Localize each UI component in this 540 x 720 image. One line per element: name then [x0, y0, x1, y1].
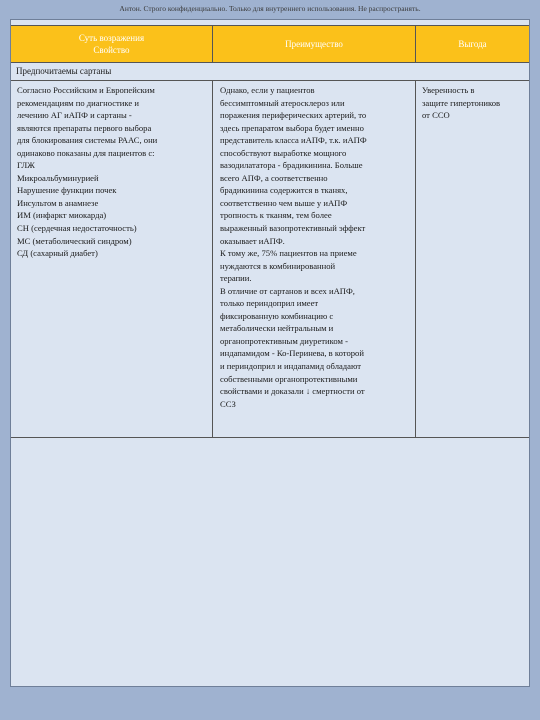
cell-text-line: оказывает иАПФ.: [220, 235, 285, 246]
cell-text-line: от ССО: [422, 110, 450, 121]
cell-text-line: собственными органопротективными: [220, 373, 358, 384]
cell-text-line: индапамидом - Ко-Перинева, в которой: [220, 348, 364, 359]
cell-text-line: являются препараты первого выбора: [17, 122, 152, 133]
table-row: [11, 81, 529, 438]
cell-text-line: для блокирования системы РААС, они: [17, 135, 158, 146]
cell-text-line: лечению АГ иАПФ и сартаны -: [17, 110, 132, 121]
advantage-cell: [213, 81, 416, 437]
cell-text-line: соответственно чем выше у иАПФ: [220, 197, 348, 208]
cell-text-line: Инсультом в анамнезе: [17, 197, 99, 208]
objection-table: [11, 25, 529, 686]
cell-text-line: здесь препаратом выбора будет именно: [220, 122, 364, 133]
cell-text-line: К тому же, 75% пациентов на приеме: [220, 248, 357, 259]
cell-text-line: метаболически нейтральным и: [220, 323, 334, 334]
cell-text-line: свойствами и доказали ↓ смертности от: [220, 386, 365, 397]
cell-text-line: нуждаются в комбинированной: [220, 260, 336, 271]
cell-text-line: В отличие от сартанов и всех иАПФ,: [220, 285, 355, 296]
header-objection-property: [11, 26, 213, 62]
cell-text-line: тропность к тканям, тем более: [220, 210, 332, 221]
cell-text-line: рекомендациям по диагностике и: [17, 97, 139, 108]
document-sheet: [10, 19, 530, 687]
cell-text-line: ГЛЖ: [17, 160, 35, 171]
cell-text-line: выраженный вазопротективный эффект: [220, 223, 366, 234]
section-title: Предпочитаемы сартаны: [11, 63, 529, 81]
header-advantage: Преимущество: [213, 26, 416, 62]
cell-text-line: Уверенность в: [422, 85, 475, 95]
cell-text-line: Однако, если у пациентов: [220, 85, 315, 95]
table-header-row: [11, 26, 529, 63]
cell-text-line: органопротективным диуретиком -: [220, 335, 348, 346]
header-benefit: Выгода: [416, 26, 529, 62]
property-cell: [11, 81, 213, 437]
cell-text-line: и периндоприл и индапамид обладают: [220, 361, 362, 372]
cell-text-line: вазодилататора - брадикинина. Больше: [220, 160, 363, 171]
cell-text-line: Согласно Российским и Европейским: [17, 85, 155, 95]
cell-text-line: бессимптомный атеросклероз или: [220, 97, 345, 108]
cell-text-line: фиксированную комбинацию с: [220, 310, 334, 321]
cell-text-line: ИМ (инфаркт миокарда): [17, 210, 107, 221]
cell-text-line: МС (метаболический синдром): [17, 235, 132, 246]
cell-text-line: Микроальбуминурией: [17, 172, 99, 183]
cell-text-line: защите гипертоников: [422, 97, 501, 108]
cell-text-line: поражения периферических артерий, то: [220, 110, 367, 121]
cell-text-line: СН (сердечная недостаточность): [17, 223, 137, 234]
cell-text-line: Нарушение функции почек: [17, 185, 117, 196]
cell-text-line: ССЗ: [220, 398, 236, 409]
cell-text-line: терапии.: [220, 273, 252, 284]
confidentiality-notice: Антон. Строго конфиденциально. Только для внутреннего использования. Не распространять.: [119, 4, 421, 13]
cell-text-line: всего АПФ, а соответственно: [220, 172, 328, 183]
cell-text-line: СД (сахарный диабет): [17, 248, 98, 259]
cell-text-line: только периндоприл имеет: [220, 298, 319, 309]
cell-text-line: представитель класса иАПФ, т.к. иАПФ: [220, 135, 367, 146]
benefit-cell: [416, 81, 529, 437]
cell-text-line: способствуют выработке мощного: [220, 147, 347, 158]
cell-text-line: брадикинина содержится в тканях,: [220, 185, 348, 196]
cell-text-line: одинаково показаны для пациентов с:: [17, 147, 155, 158]
header-objection: Суть возражения: [78, 32, 145, 43]
header-property: Свойство: [93, 45, 130, 55]
